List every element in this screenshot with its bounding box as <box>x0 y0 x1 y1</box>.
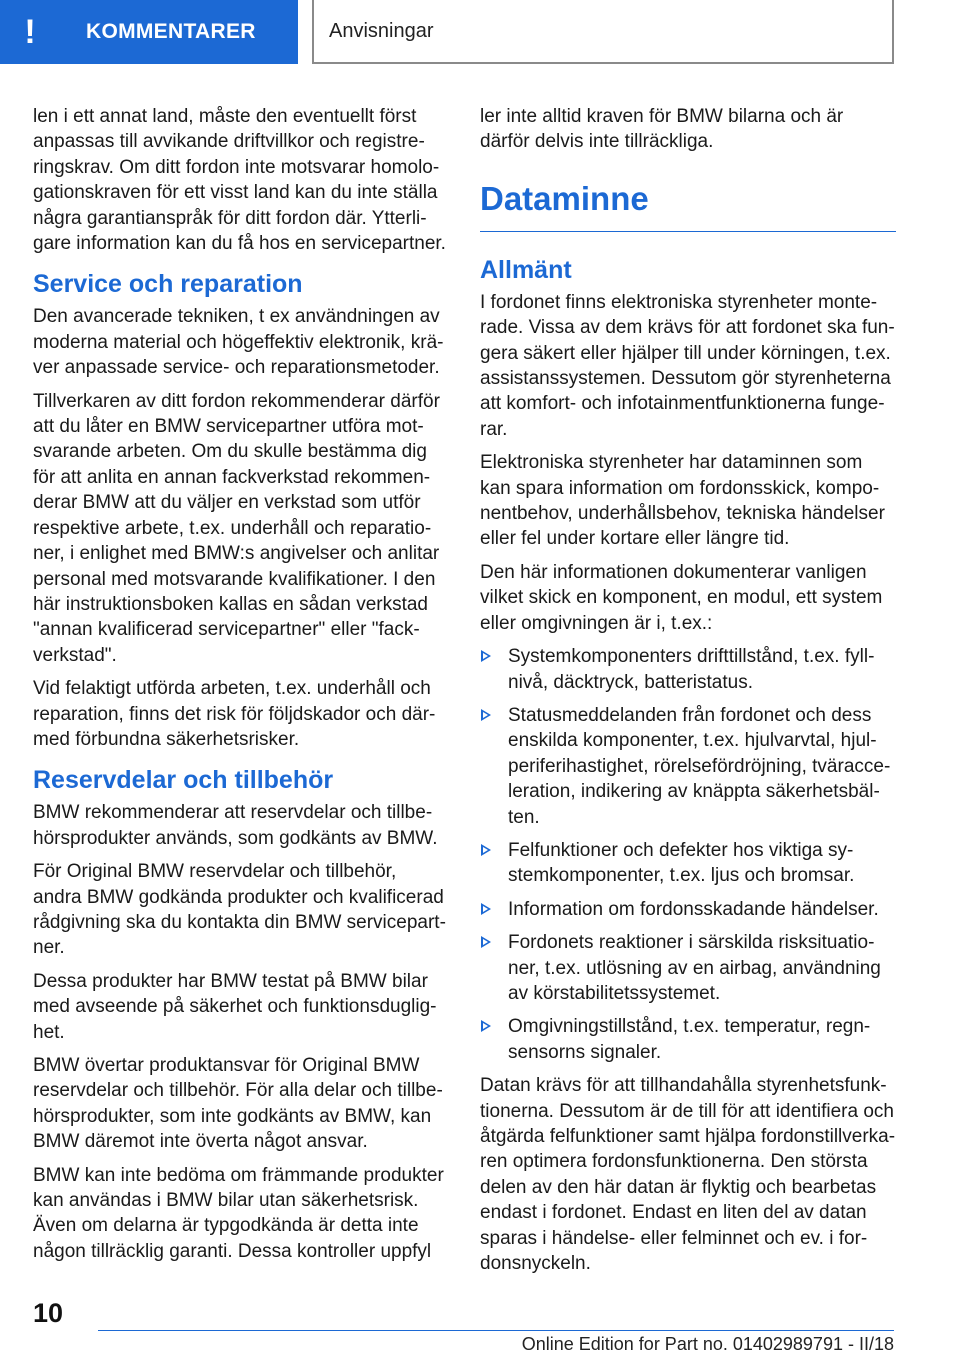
list-item <box>480 703 896 830</box>
service-heading: Service och reparation <box>33 270 303 299</box>
list-item-text: Fordonets reaktioner i särskilda risksituationer, t.ex. utlösning av en airbag, användning av körstabilitetssystemet. <box>508 932 881 1004</box>
paragraph: BMW rekommenderar att reservdelar och tillbehörsprodukter används, som godkänts av BMW. <box>33 802 438 849</box>
list-item <box>480 930 896 1006</box>
triangle-bullet-icon <box>481 650 491 662</box>
dataminne-heading: Dataminne <box>480 177 896 232</box>
triangle-bullet-icon <box>481 1020 491 1032</box>
paragraph: I fordonet finns elektroniska styrenheter monterade. Vissa av dem krävs för att fordonet ska fungera säkert eller hjälper till under körningen, t.ex. assistanssystemen. Dessutom gör styrenheterna att komfort- och infotainmentfunktionerna fungerar. <box>480 291 895 440</box>
paragraph: Vid felaktigt utförda arbeten, t.ex. underhåll och reparation, finns det risk för följdskador och därmed förbundna säkerhetsrisker. <box>33 678 436 750</box>
list-item <box>480 644 896 695</box>
section-title: Anvisningar <box>329 19 434 42</box>
triangle-bullet-icon <box>481 903 491 915</box>
paragraph: BMW kan inte bedöma om främmande produkter kan användas i BMW bilar utan säkerhetsrisk. Även om delarna är typgodkända är detta inte någon tillräcklig garanti. Dessa kontroller uppfyl <box>33 1164 444 1262</box>
triangle-bullet-icon <box>481 709 491 721</box>
page-number: 10 <box>33 1298 64 1328</box>
paragraph: För Original BMW reservdelar och tillbehör, andra BMW godkända produkter och kvalificerad rådgivning ska du kontakta din BMW servicepartner. <box>33 861 446 959</box>
list-item-text: Statusmeddelanden från fordonet och dess enskilda komponenter, t.ex. hjulvarvtal, hjulperiferihastighet, rörelsefördröjning, tväracceleration, indikering av knäppta säkerhetsbälten. <box>508 704 891 828</box>
bullet-list <box>480 644 896 1065</box>
footer-divider <box>98 1330 894 1331</box>
parts-heading: Reservdelar och tillbehör <box>33 766 334 795</box>
section-header <box>312 0 894 64</box>
list-item-text: Felfunktioner och defekter hos viktiga systemkomponenter, t.ex. ljus och bromsar. <box>508 839 855 887</box>
list-item-text: Systemkomponenters drifttillstånd, t.ex. fyllnivå, däcktryck, batteristatus. <box>508 646 875 693</box>
list-item-text: Information om fordonsskadande händelser. <box>508 898 879 920</box>
left-column <box>33 104 449 1272</box>
allmant-heading: Allmänt <box>480 255 572 284</box>
exclamation-icon: ! <box>24 12 36 51</box>
intro-paragraph: len i ett annat land, måste den eventuellt först anpassas till avvikande driftvillkor och registreringskrav. Om ditt fordon inte motsvarar homologationskraven för ett visst land kan du inte ställa några garantianspråk för ditt fordon där. Ytterligare information kan du få hos en servicepartner. <box>33 106 446 255</box>
closing-paragraph: Datan krävs för att tillhandahålla styrenhetsfunktionerna. Dessutom är de till för att identifiera och åtgärda felfunktioner samt hjälpa fordonstillverkaren optimera fordonsfunktionerna. Den största delen av den här datan är flyktig och bearbetas endast i fordonet. Endast en liten del av datan sparas i händelse- eller felminnet och ev. i fordonsnyckeln. <box>480 1075 896 1275</box>
paragraph: BMW övertar produktansvar för Original BMW reservdelar och tillbehör. För alla delar och tillbehörsprodukter, som inte godkänts av BMW, kan BMW däremot inte överta något ansvar. <box>33 1055 443 1153</box>
right-column <box>480 104 896 1284</box>
paragraph: Den här informationen dokumenterar vanligen vilket skick en komponent, en modul, ett system eller omgivningen är i, t.ex.: <box>480 561 883 634</box>
continuation-paragraph: ler inte alltid kraven för BMW bilarna och är därför delvis inte tillräckliga. <box>480 106 844 153</box>
list-item <box>480 897 896 922</box>
tab-label: KOMMENTARER <box>86 20 256 43</box>
paragraph: Elektroniska styrenheter har dataminnen som kan spara information om fordonsskick, komponentbehov, underhållsbehov, tekniska händelser eller fel under kortare eller längre tid. <box>480 452 885 550</box>
edition-footer: Online Edition for Part no. 01402989791 - II/18 <box>521 1334 894 1354</box>
list-item-text: Omgivningstillstånd, t.ex. temperatur, regnsensorns signaler. <box>508 1016 871 1063</box>
paragraph: Den avancerade tekniken, t ex användningen av moderna material och högeffektiv elektronik, kräver anpassade service- och reparationsmetoder. <box>33 306 444 379</box>
list-item <box>480 838 896 889</box>
list-item <box>480 1014 896 1065</box>
triangle-bullet-icon <box>481 936 491 948</box>
triangle-bullet-icon <box>481 844 491 856</box>
paragraph: Dessa produkter har BMW testat på BMW bilar med avseende på säkerhet och funktionsduglighet. <box>33 970 437 1043</box>
header-tab <box>0 0 298 64</box>
paragraph: Tillverkaren av ditt fordon rekommenderar därför att du låter en BMW servicepartner utföra motsvarande arbeten. Om du skulle bestämma dig för att anlita en annan fackverkstad rekommenderar BMW att du väljer en verkstad som utför respektive arbete, t.ex. underhåll och reparationer, i enlighet med BMW:s angivelser och anlitar personal med motsvarande kvalifikationer. I den här instruktionsboken kallas en sådan verkstad "annan kvalificerad servicepartner" eller "fackverkstad". <box>33 390 440 666</box>
